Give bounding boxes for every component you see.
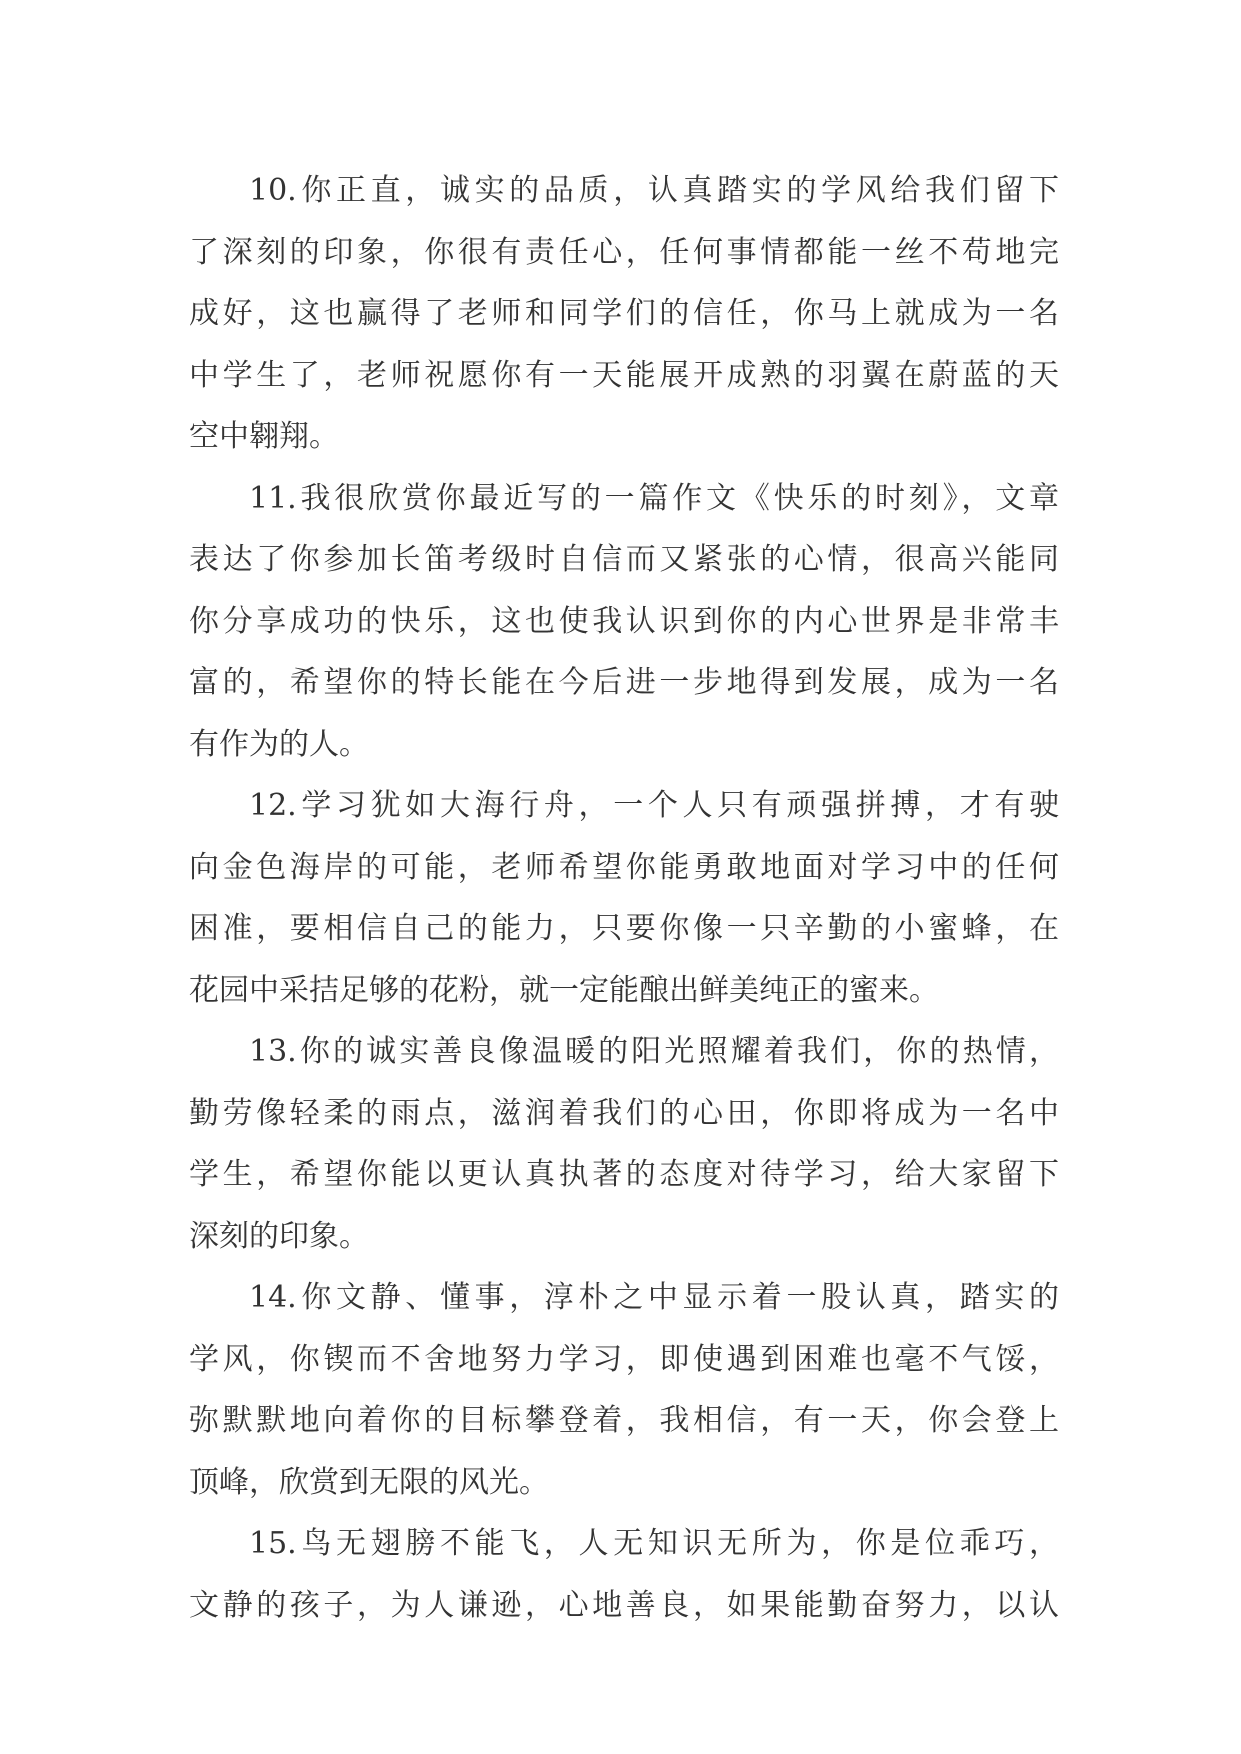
- text-line: 有作为的人。: [189, 726, 369, 762]
- text-line: 花园中采拮足够的花粉，就一定能酿出鲜美纯正的蜜来。: [189, 972, 939, 1008]
- text-line: 成好，这也赢得了老师和同学们的信任，你马上就成为一名: [189, 296, 1059, 331]
- text-line: 了深刻的印象，你很有责任心，任何事情都能一丝不苟地完: [189, 234, 1059, 270]
- text-line: 15.鸟无翅膀不能飞，人无知识无所为，你是位乖巧，: [249, 1526, 1059, 1561]
- text-line: 弥默默地向着你的目标攀登着，我相信，有一天，你会登上: [189, 1403, 1059, 1438]
- text-line: 富的，希望你的特长能在今后进一步地得到发展，成为一名: [189, 665, 1059, 700]
- text-line: 中学生了，老师祝愿你有一天能展开成熟的羽翼在蔚蓝的天: [189, 357, 1059, 393]
- comment-paragraph: [189, 1513, 1059, 1636]
- text-line: 深刻的印象。: [189, 1218, 369, 1254]
- comment-paragraph: [189, 1021, 1059, 1267]
- comment-paragraph: [189, 160, 1059, 468]
- text-line: 勤劳像轻柔的雨点，滋润着我们的心田，你即将成为一名中: [189, 1095, 1059, 1131]
- text-line: 向金色海岸的可能，老师希望你能勇敢地面对学习中的任何: [189, 849, 1059, 885]
- comment-paragraph: [189, 1267, 1059, 1513]
- text-line: 空中翱翔。: [189, 419, 339, 454]
- comment-paragraph: [189, 468, 1059, 776]
- text-line: 困准，要相信自己的能力，只要你像一只辛勤的小蜜蜂，在: [189, 911, 1059, 946]
- text-line: 学风，你锲而不舍地努力学习，即使遇到困难也毫不气馁，: [189, 1341, 1059, 1377]
- text-line: 学生，希望你能以更认真执著的态度对待学习，给大家留下: [189, 1157, 1059, 1192]
- text-line: 文静的孩子，为人谦逊，心地善良，如果能勤奋努力，以认: [189, 1587, 1059, 1623]
- text-line: 你分享成功的快乐，这也使我认识到你的内心世界是非常丰: [189, 603, 1059, 639]
- text-line: 顶峰，欣赏到无限的风光。: [189, 1464, 549, 1500]
- text-line: 13.你的诚实善良像温暖的阳光照耀着我们，你的热情，: [249, 1034, 1059, 1069]
- comment-paragraph: [189, 775, 1059, 1021]
- document-body: [189, 160, 1059, 1636]
- text-line: 14.你文静、懂事，淳朴之中显示着一股认真，踏实的: [249, 1280, 1059, 1315]
- text-line: 12.学习犹如大海行舟，一个人只有顽强拼搏，才有驶: [249, 788, 1059, 823]
- text-line: 11.我很欣赏你最近写的一篇作文《快乐的时刻》，文章: [249, 480, 1059, 516]
- text-line: 表达了你参加长笛考级时自信而又紧张的心情，很高兴能同: [189, 542, 1059, 577]
- text-line: 10.你正直，诚实的品质，认真踏实的学风给我们留下: [249, 173, 1059, 208]
